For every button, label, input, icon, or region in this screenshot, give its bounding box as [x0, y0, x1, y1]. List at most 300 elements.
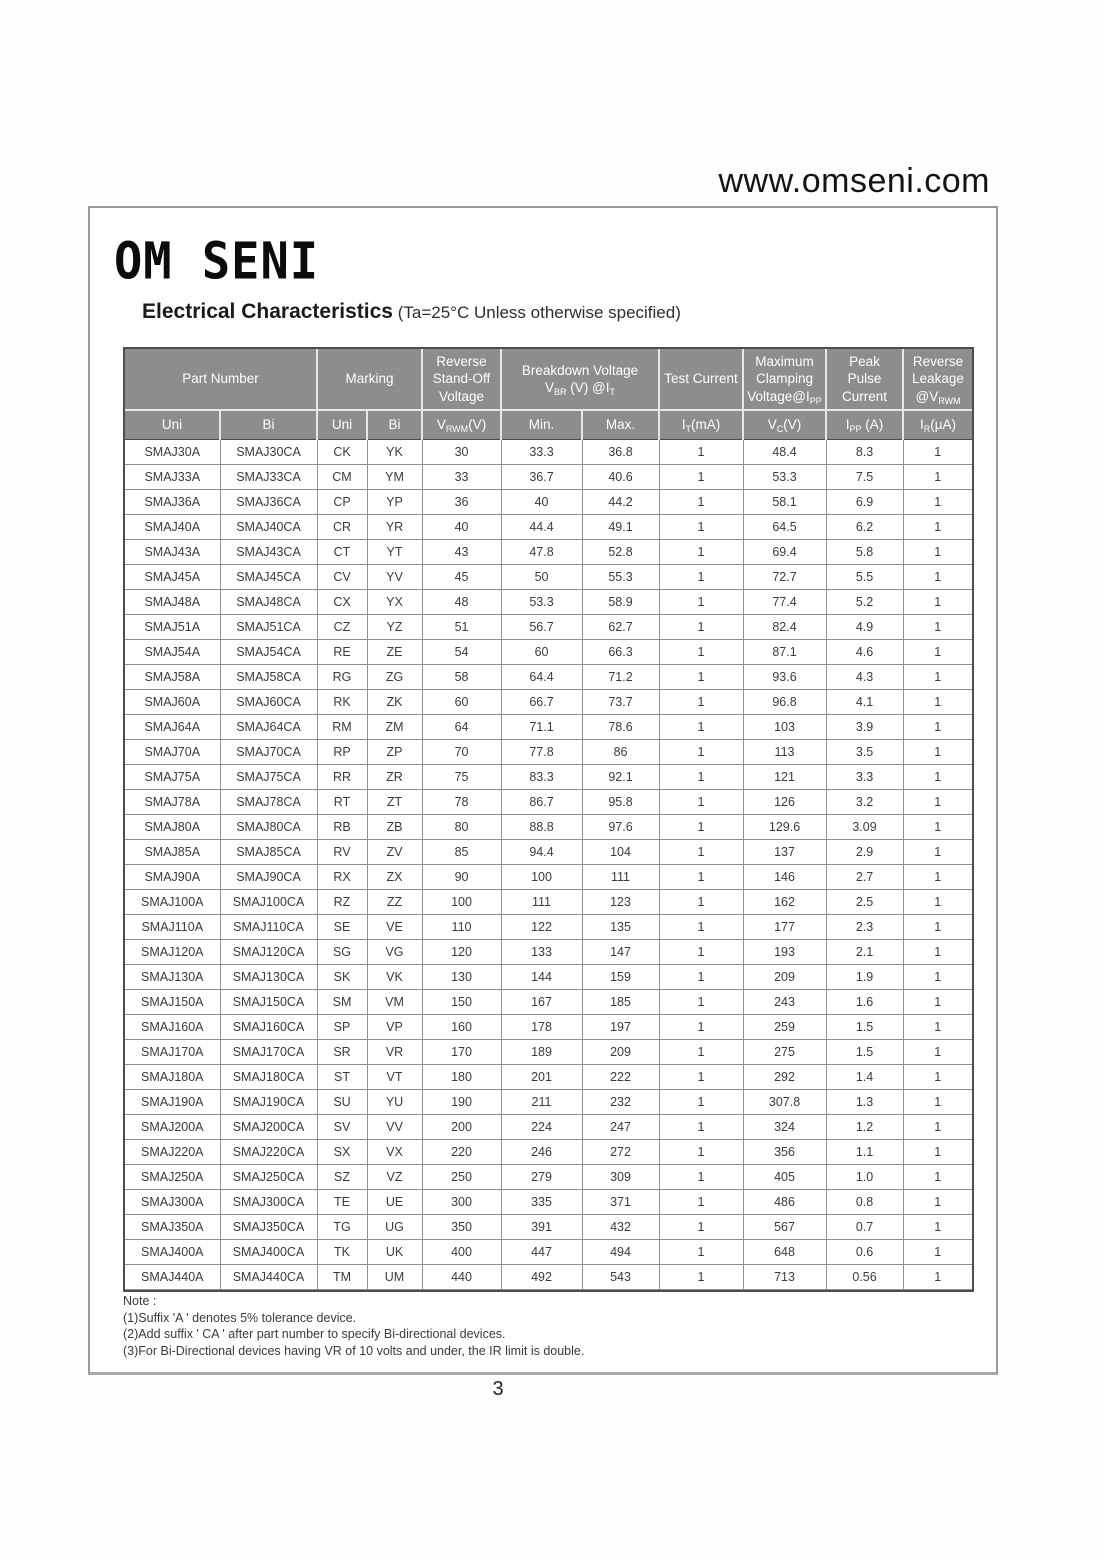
cell-marking-uni: TG — [317, 1215, 367, 1240]
symbol-base: (A) — [861, 417, 884, 433]
cell-marking-bi: VT — [367, 1065, 422, 1090]
cell-vc: 48.4 — [743, 440, 826, 465]
table-row — [125, 765, 972, 790]
cell-vrwm: 160 — [422, 1015, 501, 1040]
table-row — [125, 840, 972, 865]
cell-ipp: 6.9 — [826, 490, 903, 515]
cell-marking-uni: SU — [317, 1090, 367, 1115]
symbol-subscript: BR — [554, 387, 567, 397]
cell-vbr-max: 371 — [582, 1190, 659, 1215]
cell-vbr-min: 40 — [501, 490, 582, 515]
cell-vbr-min: 122 — [501, 915, 582, 940]
cell-marking-bi: ZR — [367, 765, 422, 790]
cell-part-uni: SMAJ170A — [125, 1040, 220, 1065]
table-row — [125, 1140, 972, 1165]
cell-ir: 1 — [903, 865, 972, 890]
symbol-base: (V) — [783, 417, 802, 433]
symbol-subscript: PP — [849, 424, 862, 435]
cell-part-bi: SMAJ190CA — [220, 1090, 317, 1115]
cell-ipp: 1.1 — [826, 1140, 903, 1165]
cell-ir: 1 — [903, 740, 972, 765]
cell-part-uni: SMAJ200A — [125, 1115, 220, 1140]
col-group-reverse-standoff — [422, 349, 501, 410]
table-row — [125, 1190, 972, 1215]
cell-ir: 1 — [903, 515, 972, 540]
cell-ir: 1 — [903, 615, 972, 640]
cell-vbr-min: 246 — [501, 1140, 582, 1165]
notes — [123, 1293, 584, 1359]
table-row — [125, 915, 972, 940]
table-row — [125, 815, 972, 840]
table-row — [125, 865, 972, 890]
cell-marking-uni: SZ — [317, 1165, 367, 1190]
cell-ipp: 3.5 — [826, 740, 903, 765]
cell-vbr-max: 247 — [582, 1115, 659, 1140]
cell-part-bi: SMAJ78CA — [220, 790, 317, 815]
cell-vbr-max: 309 — [582, 1165, 659, 1190]
cell-part-bi: SMAJ110CA — [220, 915, 317, 940]
table-row — [125, 665, 972, 690]
cell-marking-uni: TM — [317, 1265, 367, 1290]
cell-vbr-max: 86 — [582, 740, 659, 765]
cell-part-bi: SMAJ80CA — [220, 815, 317, 840]
cell-vbr-min: 133 — [501, 940, 582, 965]
cell-vc: 82.4 — [743, 615, 826, 640]
cell-vbr-max: 104 — [582, 840, 659, 865]
cell-part-uni: SMAJ250A — [125, 1165, 220, 1190]
cell-ir: 1 — [903, 890, 972, 915]
cell-vbr-min: 44.4 — [501, 515, 582, 540]
cell-marking-uni: RZ — [317, 890, 367, 915]
cell-ipp: 1.3 — [826, 1090, 903, 1115]
subcol-marking-uni: Uni — [317, 410, 367, 440]
cell-vbr-min: 53.3 — [501, 590, 582, 615]
cell-part-uni: SMAJ33A — [125, 465, 220, 490]
cell-test-current: 1 — [659, 615, 743, 640]
cell-marking-bi: ZZ — [367, 890, 422, 915]
symbol-base: I — [919, 417, 924, 433]
col-group-test-current: Test Current — [659, 349, 743, 410]
note-line-3: (3)For Bi-Directional devices having VR of 10 volts and under, the IR limit is double. — [123, 1343, 585, 1358]
cell-vbr-max: 123 — [582, 890, 659, 915]
cell-ir: 1 — [903, 815, 972, 840]
cell-marking-bi: VV — [367, 1115, 422, 1140]
cell-vrwm: 70 — [422, 740, 501, 765]
cell-vbr-min: 36.7 — [501, 465, 582, 490]
table-row — [125, 1115, 972, 1140]
cell-ir: 1 — [903, 590, 972, 615]
cell-part-uni: SMAJ85A — [125, 840, 220, 865]
cell-ipp: 3.2 — [826, 790, 903, 815]
cell-part-uni: SMAJ150A — [125, 990, 220, 1015]
cell-ir: 1 — [903, 690, 972, 715]
cell-test-current: 1 — [659, 465, 743, 490]
cell-marking-bi: ZP — [367, 740, 422, 765]
cell-vrwm: 180 — [422, 1065, 501, 1090]
cell-marking-bi: VE — [367, 915, 422, 940]
cell-vbr-max: 40.6 — [582, 465, 659, 490]
symbol-base: V — [545, 380, 555, 395]
cell-ir: 1 — [903, 1090, 972, 1115]
cell-marking-uni: SP — [317, 1015, 367, 1040]
cell-part-uni: SMAJ64A — [125, 715, 220, 740]
cell-vbr-min: 83.3 — [501, 765, 582, 790]
cell-ir: 1 — [903, 990, 972, 1015]
cell-marking-uni: CZ — [317, 615, 367, 640]
cell-test-current: 1 — [659, 665, 743, 690]
cell-vrwm: 85 — [422, 840, 501, 865]
cell-ipp: 4.3 — [826, 665, 903, 690]
cell-part-bi: SMAJ30CA — [220, 440, 317, 465]
cell-part-bi: SMAJ70CA — [220, 740, 317, 765]
subcol-part-uni: Uni — [125, 410, 220, 440]
cell-vrwm: 33 — [422, 465, 501, 490]
header-row-groups — [125, 349, 972, 410]
table-row — [125, 1015, 972, 1040]
cell-vbr-max: 66.3 — [582, 640, 659, 665]
subcol-min: Min. — [501, 410, 582, 440]
cell-vc: 72.7 — [743, 565, 826, 590]
cell-marking-uni: CM — [317, 465, 367, 490]
cell-ipp: 4.6 — [826, 640, 903, 665]
cell-marking-bi: YV — [367, 565, 422, 590]
cell-vbr-min: 77.8 — [501, 740, 582, 765]
cell-test-current: 1 — [659, 1115, 743, 1140]
cell-part-bi: SMAJ150CA — [220, 990, 317, 1015]
cell-part-bi: SMAJ90CA — [220, 865, 317, 890]
cell-marking-bi: YZ — [367, 615, 422, 640]
cell-part-uni: SMAJ180A — [125, 1065, 220, 1090]
website-url: www.omseni.com — [718, 162, 990, 200]
cell-vbr-min: 447 — [501, 1240, 582, 1265]
cell-marking-bi: ZK — [367, 690, 422, 715]
cell-test-current: 1 — [659, 840, 743, 865]
cell-vbr-max: 159 — [582, 965, 659, 990]
cell-vbr-max: 36.8 — [582, 440, 659, 465]
cell-part-uni: SMAJ30A — [125, 440, 220, 465]
cell-marking-uni: SE — [317, 915, 367, 940]
symbol-base: @V — [915, 388, 939, 404]
cell-part-uni: SMAJ75A — [125, 765, 220, 790]
cell-ipp: 3.09 — [826, 815, 903, 840]
cell-vc: 93.6 — [743, 665, 826, 690]
breakdown-label: Breakdown Voltage — [521, 362, 639, 378]
content-box — [88, 206, 998, 1375]
cell-vbr-max: 95.8 — [582, 790, 659, 815]
cell-ipp: 5.2 — [826, 590, 903, 615]
cell-test-current: 1 — [659, 865, 743, 890]
cell-ipp: 2.3 — [826, 915, 903, 940]
cell-marking-uni: SV — [317, 1115, 367, 1140]
cell-ir: 1 — [903, 1115, 972, 1140]
cell-vrwm: 200 — [422, 1115, 501, 1140]
cell-vbr-max: 78.6 — [582, 715, 659, 740]
cell-test-current: 1 — [659, 640, 743, 665]
cell-marking-bi: UK — [367, 1240, 422, 1265]
cell-ipp: 4.1 — [826, 690, 903, 715]
cell-ipp: 1.5 — [826, 1015, 903, 1040]
cell-part-bi: SMAJ64CA — [220, 715, 317, 740]
col-group-breakdown — [501, 349, 659, 410]
cell-vrwm: 190 — [422, 1090, 501, 1115]
symbol-base: V — [767, 417, 777, 433]
cell-ipp: 0.7 — [826, 1215, 903, 1240]
symbol-subscript: RWM — [445, 424, 469, 435]
cell-vbr-min: 111 — [501, 890, 582, 915]
cell-part-bi: SMAJ33CA — [220, 465, 317, 490]
symbol-base: I — [681, 417, 686, 433]
cell-vc: 307.8 — [743, 1090, 826, 1115]
cell-vrwm: 120 — [422, 940, 501, 965]
cell-part-bi: SMAJ200CA — [220, 1115, 317, 1140]
cell-vbr-max: 52.8 — [582, 540, 659, 565]
cell-vbr-min: 33.3 — [501, 440, 582, 465]
cell-vc: 113 — [743, 740, 826, 765]
cell-vbr-min: 60 — [501, 640, 582, 665]
cell-vbr-max: 147 — [582, 940, 659, 965]
clamping-symbol — [745, 388, 824, 405]
cell-marking-bi: YT — [367, 540, 422, 565]
cell-part-bi: SMAJ43CA — [220, 540, 317, 565]
cell-part-uni: SMAJ400A — [125, 1240, 220, 1265]
cell-vrwm: 440 — [422, 1265, 501, 1290]
cell-ipp: 2.7 — [826, 865, 903, 890]
table-row — [125, 565, 972, 590]
cell-part-bi: SMAJ350CA — [220, 1215, 317, 1240]
cell-vbr-min: 335 — [501, 1190, 582, 1215]
cell-ipp: 7.5 — [826, 465, 903, 490]
cell-vbr-max: 71.2 — [582, 665, 659, 690]
cell-vbr-min: 100 — [501, 865, 582, 890]
cell-vc: 53.3 — [743, 465, 826, 490]
table-row — [125, 1165, 972, 1190]
cell-part-bi: SMAJ250CA — [220, 1165, 317, 1190]
cell-part-uni: SMAJ54A — [125, 640, 220, 665]
page-number: 3 — [492, 1378, 504, 1400]
cell-part-bi: SMAJ440CA — [220, 1265, 317, 1290]
symbol-subscript: PP — [809, 395, 822, 406]
cell-ipp: 1.6 — [826, 990, 903, 1015]
cell-part-bi: SMAJ100CA — [220, 890, 317, 915]
cell-vc: 567 — [743, 1215, 826, 1240]
cell-ipp: 1.9 — [826, 965, 903, 990]
cell-marking-uni: ST — [317, 1065, 367, 1090]
cell-ir: 1 — [903, 440, 972, 465]
cell-vbr-max: 135 — [582, 915, 659, 940]
symbol-base: Voltage@I — [747, 388, 810, 404]
cell-test-current: 1 — [659, 1040, 743, 1065]
cell-vc: 58.1 — [743, 490, 826, 515]
cell-vbr-min: 64.4 — [501, 665, 582, 690]
cell-vbr-max: 62.7 — [582, 615, 659, 640]
cell-vc: 87.1 — [743, 640, 826, 665]
cell-part-uni: SMAJ36A — [125, 490, 220, 515]
cell-ir: 1 — [903, 1190, 972, 1215]
cell-ir: 1 — [903, 1165, 972, 1190]
cell-ipp: 1.0 — [826, 1165, 903, 1190]
cell-vbr-max: 543 — [582, 1265, 659, 1290]
cell-test-current: 1 — [659, 1140, 743, 1165]
cell-part-bi: SMAJ85CA — [220, 840, 317, 865]
cell-vrwm: 58 — [422, 665, 501, 690]
cell-vbr-min: 66.7 — [501, 690, 582, 715]
electrical-characteristics-table — [123, 347, 974, 1292]
cell-vc: 486 — [743, 1190, 826, 1215]
symbol-subscript: C — [776, 424, 784, 435]
table-row — [125, 440, 972, 465]
cell-part-bi: SMAJ36CA — [220, 490, 317, 515]
notes-title: Note : — [123, 1294, 157, 1308]
table-row — [125, 615, 972, 640]
cell-vbr-max: 494 — [582, 1240, 659, 1265]
cell-vbr-max: 222 — [582, 1065, 659, 1090]
cell-test-current: 1 — [659, 1090, 743, 1115]
cell-marking-uni: SG — [317, 940, 367, 965]
cell-part-bi: SMAJ300CA — [220, 1190, 317, 1215]
table-row — [125, 990, 972, 1015]
cell-marking-uni: CR — [317, 515, 367, 540]
cell-vrwm: 80 — [422, 815, 501, 840]
cell-vc: 137 — [743, 840, 826, 865]
cell-test-current: 1 — [659, 1190, 743, 1215]
cell-marking-bi: ZE — [367, 640, 422, 665]
cell-vbr-min: 144 — [501, 965, 582, 990]
cell-test-current: 1 — [659, 740, 743, 765]
cell-vrwm: 64 — [422, 715, 501, 740]
cell-vbr-max: 49.1 — [582, 515, 659, 540]
cell-vbr-min: 201 — [501, 1065, 582, 1090]
cell-ir: 1 — [903, 1265, 972, 1290]
subcol-vc — [743, 410, 826, 440]
cell-vbr-min: 71.1 — [501, 715, 582, 740]
table-row — [125, 515, 972, 540]
cell-part-uni: SMAJ130A — [125, 965, 220, 990]
subcol-ipp — [826, 410, 903, 440]
cell-marking-bi: ZG — [367, 665, 422, 690]
breakdown-symbol — [503, 379, 657, 396]
cell-marking-uni: TK — [317, 1240, 367, 1265]
cell-marking-uni: SX — [317, 1140, 367, 1165]
cell-part-bi: SMAJ75CA — [220, 765, 317, 790]
cell-vrwm: 170 — [422, 1040, 501, 1065]
cell-marking-bi: VX — [367, 1140, 422, 1165]
cell-vc: 121 — [743, 765, 826, 790]
cell-marking-uni: CX — [317, 590, 367, 615]
cell-vc: 648 — [743, 1240, 826, 1265]
table-row — [125, 1215, 972, 1240]
cell-ir: 1 — [903, 1240, 972, 1265]
table-row — [125, 1040, 972, 1065]
cell-part-uni: SMAJ110A — [125, 915, 220, 940]
cell-marking-bi: VP — [367, 1015, 422, 1040]
cell-vrwm: 300 — [422, 1190, 501, 1215]
brand-logo: OM SENI — [114, 232, 320, 292]
cell-marking-bi: VZ — [367, 1165, 422, 1190]
cell-part-bi: SMAJ120CA — [220, 940, 317, 965]
cell-vc: 103 — [743, 715, 826, 740]
cell-marking-bi: UE — [367, 1190, 422, 1215]
cell-ipp: 1.2 — [826, 1115, 903, 1140]
cell-marking-bi: YX — [367, 590, 422, 615]
cell-vc: 146 — [743, 865, 826, 890]
cell-marking-uni: RB — [317, 815, 367, 840]
symbol-subscript: RWM — [938, 395, 961, 406]
cell-part-bi: SMAJ40CA — [220, 515, 317, 540]
leakage-symbol — [905, 388, 971, 405]
cell-vbr-min: 47.8 — [501, 540, 582, 565]
table-row — [125, 465, 972, 490]
cell-part-bi: SMAJ45CA — [220, 565, 317, 590]
cell-marking-bi: UM — [367, 1265, 422, 1290]
cell-vbr-max: 44.2 — [582, 490, 659, 515]
cell-vbr-max: 58.9 — [582, 590, 659, 615]
cell-marking-bi: YK — [367, 440, 422, 465]
cell-marking-uni: CT — [317, 540, 367, 565]
table-row — [125, 1240, 972, 1265]
cell-marking-bi: YP — [367, 490, 422, 515]
cell-marking-uni: SK — [317, 965, 367, 990]
symbol-subscript: T — [685, 424, 692, 435]
subcol-ir — [903, 410, 972, 440]
section-title-text: Electrical Characteristics — [142, 300, 393, 323]
cell-vbr-max: 55.3 — [582, 565, 659, 590]
table-row — [125, 740, 972, 765]
cell-part-uni: SMAJ58A — [125, 665, 220, 690]
cell-vbr-min: 86.7 — [501, 790, 582, 815]
peak-pulse-label: Peak Pulse Current — [842, 354, 888, 404]
cell-vbr-min: 50 — [501, 565, 582, 590]
cell-vc: 292 — [743, 1065, 826, 1090]
cell-vc: 356 — [743, 1140, 826, 1165]
table-row — [125, 490, 972, 515]
table-row — [125, 640, 972, 665]
cell-part-bi: SMAJ180CA — [220, 1065, 317, 1090]
cell-test-current: 1 — [659, 915, 743, 940]
cell-part-bi: SMAJ400CA — [220, 1240, 317, 1265]
cell-marking-uni: CP — [317, 490, 367, 515]
note-line-2: (2)Add suffix ' CA ' after part number to specify Bi-directional devices. — [123, 1327, 506, 1341]
cell-ir: 1 — [903, 1140, 972, 1165]
table-row — [125, 965, 972, 990]
cell-test-current: 1 — [659, 715, 743, 740]
cell-vc: 275 — [743, 1040, 826, 1065]
cell-marking-uni: RP — [317, 740, 367, 765]
cell-vrwm: 130 — [422, 965, 501, 990]
cell-part-bi: SMAJ48CA — [220, 590, 317, 615]
cell-part-uni: SMAJ60A — [125, 690, 220, 715]
cell-vbr-min: 56.7 — [501, 615, 582, 640]
cell-marking-bi: YR — [367, 515, 422, 540]
table-body — [125, 440, 972, 1290]
cell-ipp: 2.5 — [826, 890, 903, 915]
cell-ir: 1 — [903, 715, 972, 740]
cell-vrwm: 400 — [422, 1240, 501, 1265]
cell-ipp: 2.1 — [826, 940, 903, 965]
cell-part-bi: SMAJ60CA — [220, 690, 317, 715]
cell-part-bi: SMAJ54CA — [220, 640, 317, 665]
cell-vrwm: 60 — [422, 690, 501, 715]
cell-part-uni: SMAJ51A — [125, 615, 220, 640]
spec-table — [125, 349, 972, 1290]
cell-vrwm: 48 — [422, 590, 501, 615]
cell-part-uni: SMAJ70A — [125, 740, 220, 765]
cell-ipp: 8.3 — [826, 440, 903, 465]
cell-ir: 1 — [903, 665, 972, 690]
cell-vbr-min: 88.8 — [501, 815, 582, 840]
cell-test-current: 1 — [659, 565, 743, 590]
cell-vrwm: 150 — [422, 990, 501, 1015]
cell-vbr-max: 73.7 — [582, 690, 659, 715]
